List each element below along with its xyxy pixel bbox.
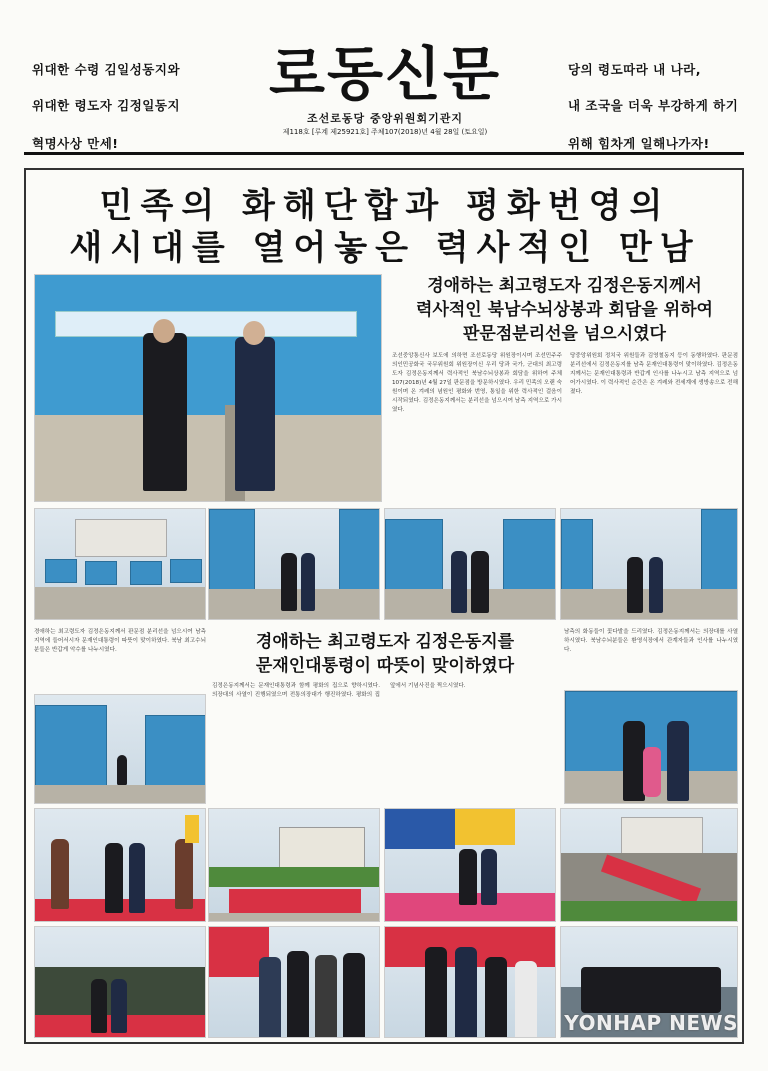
article1-body-col1: 조선중앙통신사 보도에 의하면 조선로동당 위원장이시며 조선민주주의인민공화국 국무위원회 위원장이신 우리 당과 국가, 군대의 최고령도자 김정은동지께서 력사적인 북남수뇌상봉과 회담을 위하여 주체107(2018)년 4월 27일 판문점을 방문하시였다. 우리 민족의 오랜 숙원이며 온 겨레의 념원인 평화와 번영, 통일을 위한 력사적인 걸음이 시작되였다. 김정은동지께서는 분리선을 넘으시여 남측 지역으로 가시였다. [392,353,562,413]
photo-honor-guard-1 [34,808,206,922]
photo-peace-house [208,808,380,922]
photo-press-crowd [208,926,380,1038]
headline-line-2: 새시대를 열어놓은 력사적인 만남 [69,228,701,268]
photo-border-walk-1 [208,508,380,620]
photo-panmunjom-overview [34,508,206,620]
slogan-right-2: 내 조국을 더욱 부강하게 하기 [568,98,739,113]
photo-red-carpet-walk [384,808,556,922]
photo-honor-guard-aerial [560,808,738,922]
article2-body-left: 경애하는 최고령도자 김정은동지께서 판문점 분리선을 넘으시여 남측 지역에 들어서시자 문재인대통령이 따뜻이 맞이하였다. 북남 최고수뇌분들은 반갑게 악수를 나누시였다. [34,629,206,653]
photo-handshake [34,274,382,502]
photo-flower-girl [564,690,738,804]
article1-title-3: 판문점분리선을 넘으시였다 [463,324,666,344]
slogan-left-1: 위대한 수령 김일성동지와 [32,62,181,77]
article2-body-mid: 김정은동지께서는 문재인대통령과 함께 평화의 집으로 향하시였다. 의장대의 사열이 진행되였으며 전통의장대가 행진하였다. 평화의 집 앞에서 기념사진을 찍으시였다. [212,683,466,698]
article1-title-2: 력사적인 북남수뇌상봉과 회담을 위하여 [416,300,713,320]
article2-title-2: 문재인대통령이 따뜻이 맞이하였다 [255,656,515,676]
article1-body-col2: 당중앙위원회 정치국 위원들과 김영철동지 등이 동행하였다. 판문점 분리선에서 김정은동지를 남측 문재인대통령이 맞이하였다. 김정은동지께서는 문재인대통령과 반갑게 인사를 나누시고 남측 지역으로 넘어가시였다. 이 력사적인 순간은 온 겨레와 전세계에 생방송으로 전해졌다. [570,353,738,395]
slogan-left-2: 위대한 령도자 김정일동지 [32,98,181,113]
photo-huts-close [34,694,206,804]
photo-troops [34,926,206,1038]
issue-info: 제118호 [루계 제25921호] 주체107(2018)년 4월 28일 (토요일) [282,128,488,136]
photo-border-walk-3 [560,508,738,620]
article2-title-1: 경애하는 최고령도자 김정은동지를 [255,632,515,652]
slogan-right-3: 위해 힘차게 일해나가자! [568,136,710,151]
article2-body-right: 남측의 화동들이 꽃다발을 드리였다. 김정은동지께서는 의장대를 사열하시였다. 북남수뇌분들은 환영식장에서 관계자들과 인사를 나누시였다. [564,629,738,653]
article1-title-1: 경애하는 최고령도자 김정은동지께서 [427,276,702,296]
slogan-right-1: 당의 령도따라 내 나라, [568,62,701,77]
masthead-subtitle: 조선로동당 중앙위원회기관지 [307,112,463,125]
photo-leaders-crowd [384,926,556,1038]
newspaper-masthead: 로동신문 [268,40,502,108]
photo-border-walk-2 [384,508,556,620]
masthead-divider [24,152,744,155]
headline-line-1: 민족의 화해단합과 평화번영의 [99,186,671,226]
watermark-logo: YONHAP NEWS [564,1011,738,1035]
slogan-left-3: 혁명사상 만세! [32,136,119,151]
